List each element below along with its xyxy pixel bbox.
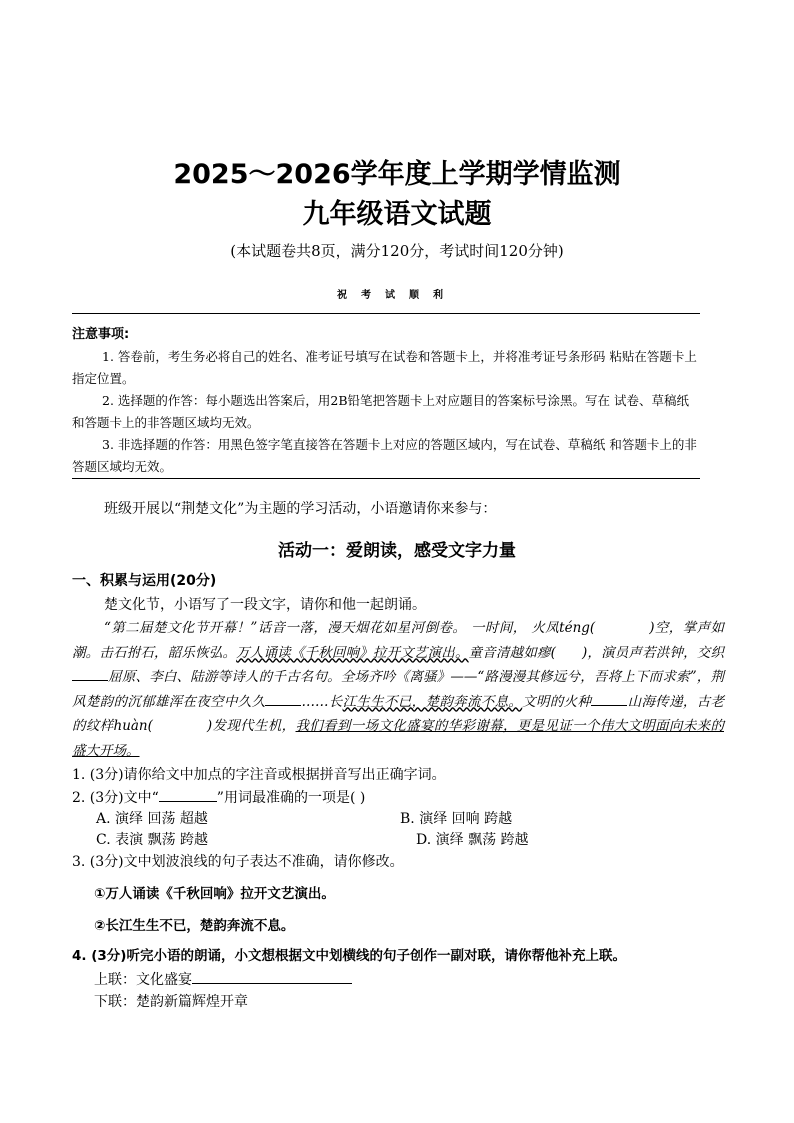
exam-subtitle: (本试题卷共8页，满分120分，考试时间120分钟)	[230, 242, 564, 260]
option-c[interactable]: C. 表演 飘荡 跨越	[96, 832, 209, 848]
word-blank-1	[72, 666, 108, 681]
section-title: 一、积累与运用(20分)	[72, 573, 217, 589]
couplet-upper-blank[interactable]	[192, 969, 352, 984]
passage-text-7: 文明的火种	[522, 693, 592, 710]
notice-block	[72, 324, 700, 478]
notice-heading: 注意事项:	[72, 327, 130, 342]
notice-item-1: 1. 答卷前，考生务必将自己的姓名、准考证号填写在试卷和答题卡上，并将准考证号条形码 粘贴在答题卡上指定位置。	[72, 349, 697, 386]
couplet-upper	[94, 969, 352, 989]
passage-text-1: “第二届楚文化节开幕！”话音一落，漫天烟花如星河倒卷。 一时间， 火凤téng(	[104, 620, 596, 636]
question-1: 1. (3分)请你给文中加点的字注音或根据拼音写出正确字词。	[72, 767, 446, 783]
intro-text: 班级开展以“荆楚文化”为主题的学习活动，小语邀请你来参与：	[104, 501, 497, 517]
good-luck-text: 祝考试顺利	[337, 290, 457, 301]
passage-text-2: )空，掌声如潮。击石拊石，韶乐恢弘。	[72, 620, 724, 661]
question-2-prefix: 2. (3分)文中“	[72, 790, 159, 806]
reading-passage	[72, 616, 724, 763]
passage-text-5: 屈原、李白、陆游等诗人的千古名句。全场齐吟《离骚》——“路漫漫其修远兮，吾将上下而求索”，荆风楚韵的沉郁雄浑在夜空中久久	[72, 669, 724, 710]
passage-text-4: )，演员声若洪钟，交织	[581, 644, 724, 661]
couplet-upper-label: 上联：文化盛宴	[94, 972, 192, 988]
notice-item-2: 2. 选择题的作答：每小题选出答案后，用2B铅笔把答题卡上对应题目的答案标号涂黑。写在 试卷、草稿纸和答题卡上的非答题区域均无效。	[72, 393, 690, 430]
option-b[interactable]: B. 演绎 回响 跨越	[400, 811, 513, 827]
divider-top	[72, 313, 700, 314]
notice-item-3: 3. 非选择题的作答：用黑色签字笔直接答在答题卡上对应的答题区域内，写在试卷、草稿纸 和答题卡上的非答题区域均无效。	[72, 437, 697, 474]
question-2-suffix: ”用词最准确的一项是( )	[216, 790, 366, 806]
option-d[interactable]: D. 演绎 飘荡 跨越	[416, 832, 529, 848]
exam-title-line1: 2025～2026学年度上学期学情监测	[173, 159, 621, 190]
passage-text-6: ……长	[301, 693, 343, 710]
question-2	[72, 787, 365, 807]
question-3-answer-1: ①万人诵读《千秋回响》拉开文艺演出。	[94, 886, 335, 902]
divider-bottom	[72, 478, 700, 479]
passage-text-9: )发现代生机，	[206, 718, 296, 734]
question-3: 3. (3分)文中划波浪线的句子表达不准确，请你修改。	[72, 854, 404, 870]
passage-text-8: 山海传递，古老的纹样huàn(	[72, 693, 725, 734]
question-3-answer-2: ②长江生生不已，楚韵奔流不息。	[94, 918, 295, 934]
option-a[interactable]: A. 演绎 回荡 超越	[96, 811, 208, 827]
activity-title: 活动一：爱朗读，感受文字力量	[278, 541, 516, 561]
passage-paragraph	[72, 616, 724, 763]
couplet-lower: 下联：楚韵新篇辉煌开章	[94, 994, 248, 1010]
wavy-sentence-2: 江生生不已，楚韵奔流不息。	[342, 693, 523, 710]
passage-text-3: 童音清越如瘳(	[468, 644, 556, 661]
exam-title-line2: 九年级语文试题	[302, 199, 492, 230]
question-2-blank	[159, 788, 217, 802]
wavy-sentence-1: 万人诵读《千秋回响》拉开文艺演出。	[236, 644, 469, 661]
question-4: 4. (3分)听完小语的朗诵，小文想根据文中划横线的句子创作一副对联，请你帮他补充上联。	[72, 948, 626, 964]
word-blank-2	[265, 691, 301, 706]
section-lead: 楚文化节，小语写了一段文字，请你和他一起朗诵。	[104, 597, 426, 613]
word-blank-3	[591, 691, 627, 706]
underlined-sentence: 我们看到一场文化盛宴的华彩谢幕，更是见证一个伟大文明面向未来的盛大开场。	[72, 718, 724, 759]
